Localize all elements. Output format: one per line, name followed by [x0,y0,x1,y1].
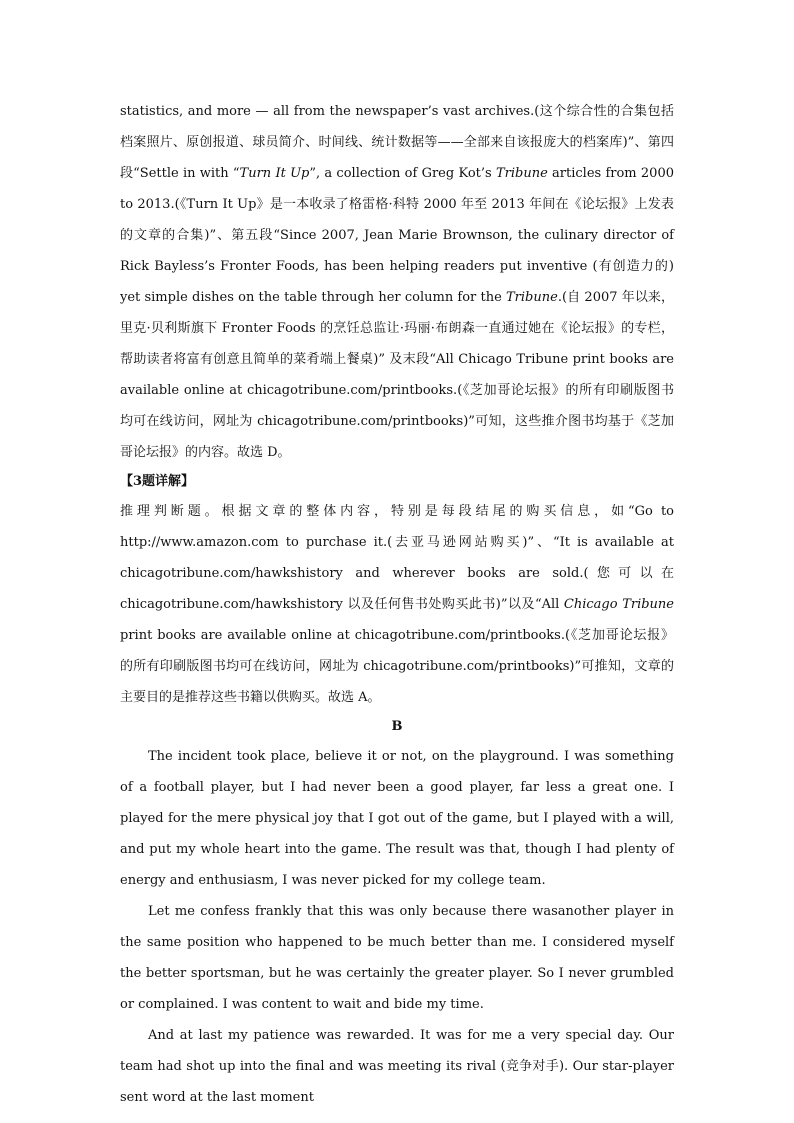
newspaper-name-italic: Tribune [495,166,548,181]
story-paragraph-2: Let me confess frankly that this was only because there wasanother player in the same position who happened to be much better than me. I considered myself the better sportsman, but he was certainly the greater player. So I never grumbled or complained. I was content to wait and bide my time. [120,904,674,1012]
paragraph-text: statistics, and more — all from the newspaper’s vast archives.(这个综合性的合集包括档案照片、原创报道、球员简介、时间线、统计数据等——全部来自该报庞大的档案库)”、第四段“Settle in with “ [120,104,674,181]
paragraph-explanation-2 [120,96,674,468]
newspaper-name-italic: Chicago Tribune [563,597,674,612]
story-paragraph-1: The incident took place, believe it or not, on the playground. I was something of a football player, but I had never been a good player, far less a great one. I played for the mere physical joy that I got out of the game, but I played with a will, and put my whole heart into the game. The result was that, though I had plenty of energy and enthusiasm, I was never picked for my college team. [120,749,674,888]
paragraph-text: .(自 2007 年以来，里克·贝利斯旗下 Fronter Foods 的烹饪总监让·玛丽·布朗森一直通过她在《论坛报》的专栏，帮助读者将富有创意且简单的菜肴端上餐桌)” 及末段“All Chicago Tribune print books are available online at chicagotribune.com/printbooks.(《芝加哥论坛报》的所有印刷版图书均可在线访问，网址为 chicagotribune.com/printbooks)”可知，这些推介图书均基于《芝加哥论坛报》的内容。故选 D。 [120,290,674,460]
paragraph-explanation-3 [120,496,674,713]
book-title-italic: Turn It Up [239,166,310,181]
document-body [120,96,674,1113]
question-3-header: 【3题详解】 [120,474,195,489]
paragraph-text: print books are available online at chicagotribune.com/printbooks.(《芝加哥论坛报》的所有印刷版图书均可在线访问，网址为 chicagotribune.com/printbooks)”可推知，文章的主要目的是推荐这些书籍以供购买。故选 A。 [120,628,674,705]
paragraph-text: articles from 2000 to 2013.(《Turn It Up》是一本收录了格雷格·科特 2000 年至 2013 年间在《论坛报》上发表的文章的合集)”、第五段“Since 2007, Jean Marie Brownson, the culinary director of Rick Bayless’s Fronter Foods, has been helping readers put inventive (有创造力的) yet simple dishes on the table through her column for the [120,166,674,305]
story-paragraph-3: And at last my patience was rewarded. It was for me a very special day. Our team had shot up into the final and was meeting its rival (竞争对手). Our star-player sent word at the last moment [120,1028,674,1105]
paragraph-text: 推理判断题。根据文章的整体内容，特别是每段结尾的购买信息，如“Go to http://www.amazon.com to purchase it.(去亚马逊网站购买)”、“It is available at chicagotribune.com/hawkshistory and wherever books are sold.(您可以在 chicagotribune.com/hawkshistory 以及任何售书处购买此书)”以及“All [120,504,674,612]
newspaper-name-italic: Tribune [506,290,558,305]
section-title-b: B [391,719,403,734]
paragraph-text: ”, a collection of Greg Kot’s [309,166,496,181]
